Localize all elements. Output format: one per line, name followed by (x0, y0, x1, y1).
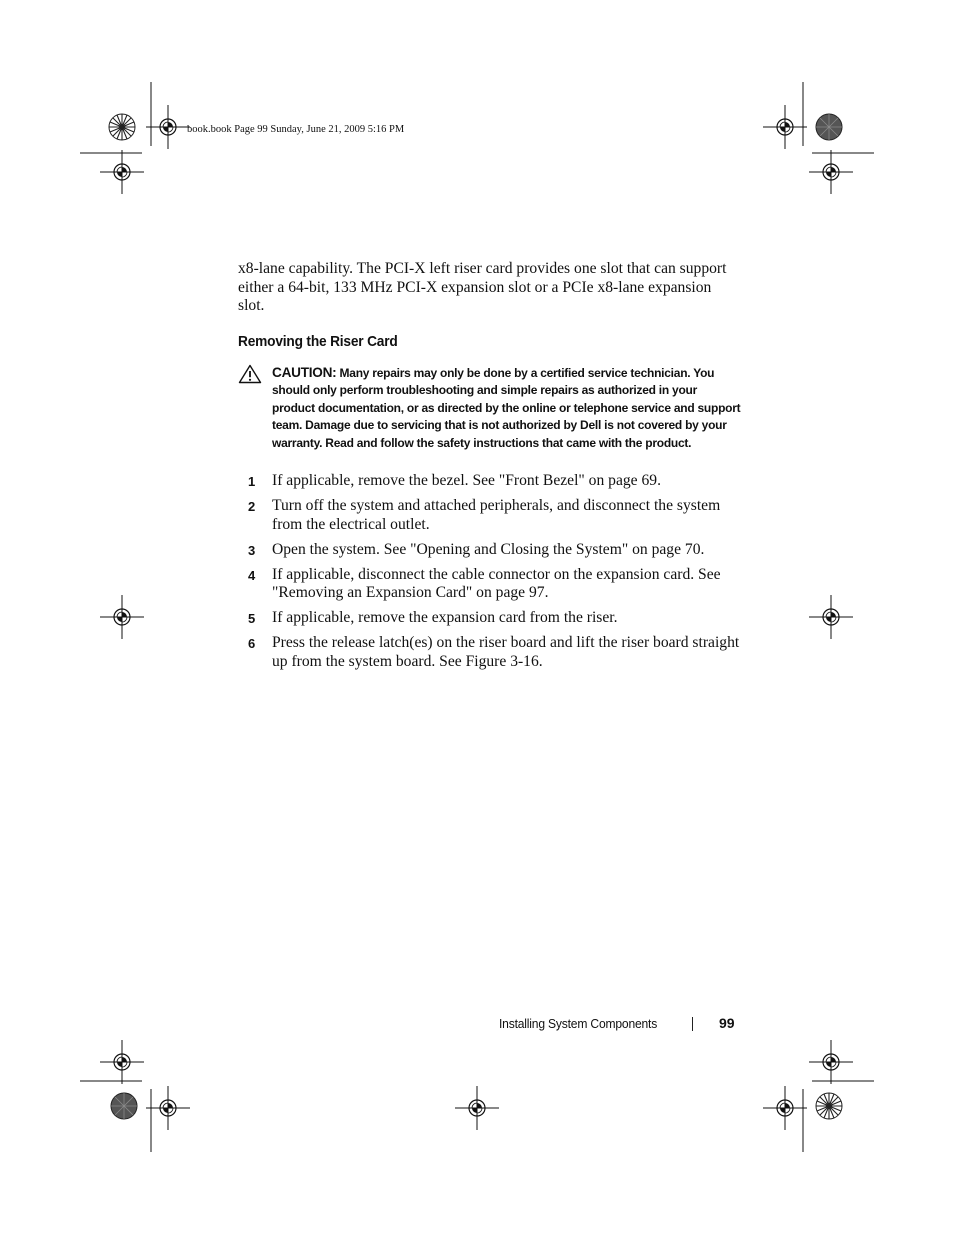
list-item (238, 609, 743, 628)
registration-mark-icon (100, 1040, 144, 1084)
registration-mark-icon (763, 105, 807, 149)
warning-triangle-icon (238, 364, 262, 384)
registration-mark-icon (455, 1086, 499, 1130)
caution-notice (272, 364, 742, 452)
color-wheel-icon (816, 1093, 842, 1119)
intro-paragraph: x8-lane capability. The PCI-X left riser card provides one slot that can support either a 64-bit, 133 MHz PCI-X expansion slot or a PCIe x8-lane expansion slot. (238, 260, 727, 315)
procedure-steps (238, 472, 743, 678)
caution-text: Many repairs may only be done by a certified service technician. You should only perform troubleshooting and simple repairs as authorized in your product documentation, or as directed by the online or telephone service and support team. Damage due to servicing that is not authorized by Dell is not covered by your warranty. Read and follow the safety instructions that came with the product. (272, 366, 741, 450)
registration-mark-icon (146, 105, 190, 149)
registration-mark-icon (809, 595, 853, 639)
registration-mark-icon (809, 150, 853, 194)
list-item (238, 566, 743, 603)
section-heading: Removing the Riser Card (238, 334, 398, 350)
registration-mark-icon (100, 150, 144, 194)
registration-mark-icon (809, 1040, 853, 1084)
step-text: Open the system. See "Opening and Closing the System" on page 70. (272, 540, 705, 558)
caution-label: CAUTION: (272, 365, 337, 380)
registration-mark-icon (100, 595, 144, 639)
list-item (238, 472, 743, 491)
step-number: 1 (248, 474, 256, 489)
step-text: If applicable, remove the bezel. See "Front Bezel" on page 69. (272, 472, 661, 489)
footer-divider (692, 1017, 693, 1031)
step-text: If applicable, disconnect the cable connector on the expansion card. See "Removing an Expansion Card" on page 97. (272, 565, 721, 602)
color-wheel-icon (111, 1093, 137, 1119)
registration-mark-icon (146, 1086, 190, 1130)
step-number: 2 (248, 498, 256, 514)
step-text: Turn off the system and attached peripherals, and disconnect the system from the electrical outlet. (272, 496, 721, 533)
footer-section-title: Installing System Components (499, 1016, 658, 1031)
step-number: 4 (248, 567, 256, 583)
page-number: 99 (719, 1015, 735, 1031)
registration-mark-icon (763, 1086, 807, 1130)
list-item (238, 634, 743, 671)
color-wheel-icon (109, 114, 135, 140)
step-number: 5 (248, 611, 256, 627)
color-wheel-icon (816, 114, 842, 140)
step-number: 6 (248, 636, 256, 652)
list-item (238, 497, 743, 534)
step-number: 3 (248, 542, 256, 558)
step-text: Press the release latch(es) on the riser board and lift the riser board straight up from the system board. See Figure 3-16. (272, 634, 740, 670)
list-item (238, 541, 743, 560)
slug-line: book.book Page 99 Sunday, June 21, 2009 5:16 PM (187, 124, 405, 135)
step-text: If applicable, remove the expansion card from the riser. (272, 609, 618, 627)
